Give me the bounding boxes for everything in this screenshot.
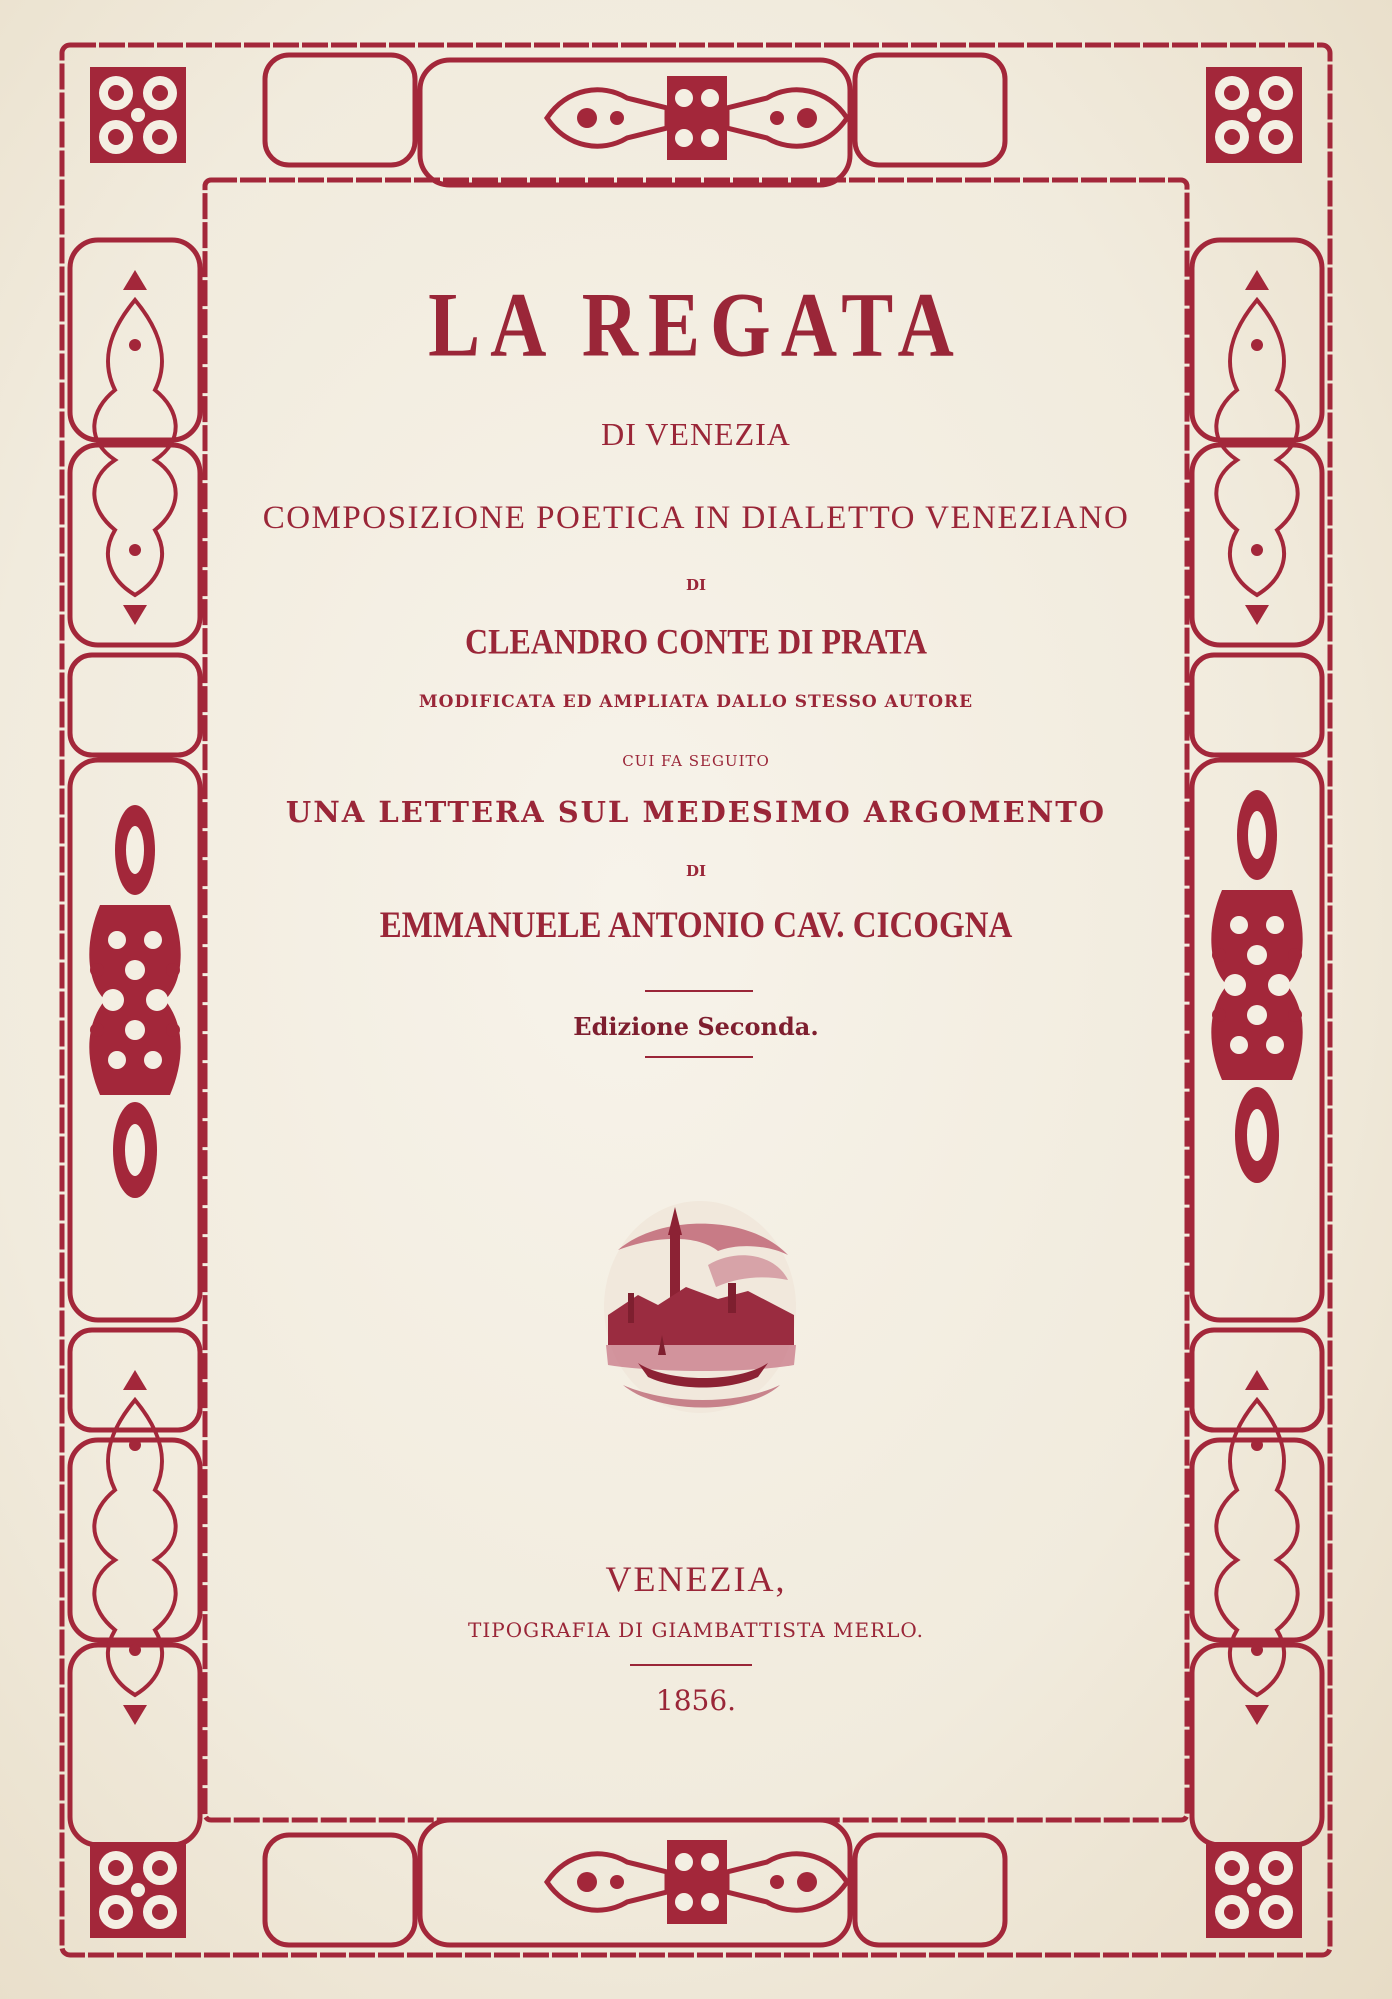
letter-title: UNA LETTERA SUL MEDESIMO ARGOMENTO [285,795,1107,829]
book-title: LA REGATA [428,273,964,376]
divider-rule-top [645,990,753,992]
by-line-2: DI [685,862,707,880]
followed-by-note: CUI FA SEGUITO [622,752,770,770]
book-description: COMPOSIZIONE POETICA IN DIALETTO VENEZIANO [262,500,1130,536]
publication-city: VENEZIA, [605,1559,787,1599]
book-subtitle: DI VENEZIA [601,416,791,452]
modification-note: MODIFICATA ED AMPLIATA DALLO STESSO AUTORE [418,692,974,712]
by-line-1: DI [685,576,707,594]
author-name: CLEANDRO CONTE DI PRATA [465,620,927,662]
printer-name: TIPOGRAFIA DI GIAMBATTISTA MERLO. [468,1618,924,1642]
edition-label: Edizione Seconda. [573,1012,819,1041]
venice-vignette-illustration [598,1195,803,1420]
publication-year: 1856. [655,1684,737,1717]
divider-rule-bottom [645,1056,753,1058]
divider-rule-imprint [630,1664,752,1666]
letter-author-name: EMMANUELE ANTONIO CAV. CICOGNA [379,905,1013,947]
